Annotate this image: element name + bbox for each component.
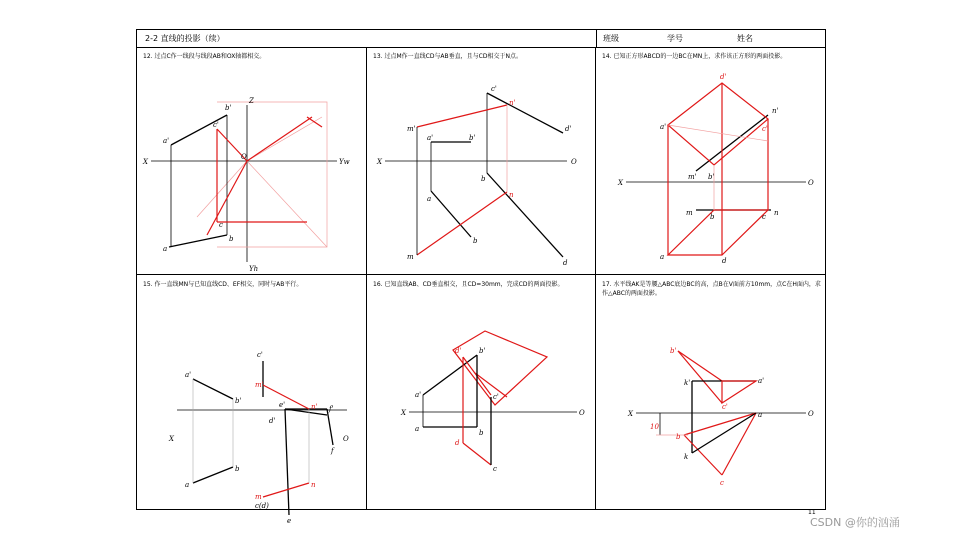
class-label: 班级 [603, 34, 619, 43]
p16-label-d: d [455, 439, 460, 447]
projection-line [327, 409, 333, 445]
watermark: CSDN @你的汹涌 [810, 516, 900, 529]
p12-label-o: O [241, 153, 247, 161]
problem-12-drawing [137, 47, 367, 275]
problem-17-drawing [596, 275, 825, 509]
problem-13-text: 13. 过点M作一直线CD与AB垂直，且与CD相交于N点。 [373, 53, 522, 60]
p14-label-c: c [762, 213, 766, 221]
problem-12-text: 12. 过点C作一线段与线段AB和OX轴都相交。 [143, 53, 266, 60]
p17-triangle-front [722, 381, 756, 403]
p16-label-c: c [493, 465, 497, 473]
p15-label-n: n [311, 481, 316, 489]
p13-label-m1: m' [407, 125, 416, 133]
p17-label-a1: a' [758, 377, 765, 385]
problem-14-text: 14. 已知正方形ABCD的一边BC在MN上，求作该正方形的两面投影。 [602, 53, 787, 60]
problem-16-text: 16. 已知直线AB、CD垂直相交，且CD=30mm，完成CD的两面投影。 [373, 281, 564, 288]
problem-16-drawing [367, 275, 596, 509]
p17-label-b1: b' [670, 347, 677, 355]
p17-label-a: a [758, 411, 763, 419]
p14-label-a1: a' [660, 123, 667, 131]
p14-label-b: b [710, 213, 715, 221]
p14-label-a: a [660, 253, 665, 261]
p15-label-e: e [287, 517, 292, 525]
p16-label-o: O [579, 409, 585, 417]
p12-label-a1: a' [163, 137, 170, 145]
p15-label-b1: b' [235, 397, 242, 405]
p14-label-d: d [722, 257, 727, 265]
p13-label-a1: a' [427, 134, 434, 142]
p16-label-a1: a' [415, 391, 422, 399]
p14-line-m1n1 [696, 115, 768, 171]
p13-label-n: n [509, 191, 514, 199]
p14-square-front [668, 83, 768, 165]
p15-label-a1: a' [185, 371, 192, 379]
p13-label-b: b [473, 237, 478, 245]
p12-label-yh: Yh [249, 265, 259, 273]
p16-construction-plane [453, 331, 547, 405]
p17-label-c: c [720, 479, 724, 487]
p13-label-b-top: b [481, 175, 486, 183]
problem-17-cell [596, 275, 825, 509]
problem-15-cell [137, 275, 367, 525]
p14-label-d1: d' [720, 73, 727, 81]
projection-line [285, 409, 289, 515]
projection-line [684, 435, 722, 475]
p15-label-m: m [255, 493, 262, 501]
p13-label-d1: d' [565, 125, 572, 133]
p15-line-ab [193, 467, 233, 483]
p13-label-m: m [407, 253, 414, 261]
p13-label-o: O [571, 158, 577, 166]
problem-17-text: 17. 水平线AK是等腰△ABC底边BC的高，点B在V面前方10mm，点C在H面内，求作△ABC的两面投影。 [602, 281, 821, 297]
p14-label-n1: n' [772, 107, 779, 115]
p17-label-o: O [808, 410, 814, 418]
student-id-label: 学号 [667, 34, 683, 43]
p12-label-z: Z [249, 97, 254, 105]
p12-label-yw: Yw [339, 158, 350, 166]
p17-label-dim: 10 [650, 423, 659, 431]
p17-label-k: k [684, 453, 689, 461]
p16-label-a: a [415, 425, 420, 433]
p15-label-b: b [235, 465, 240, 473]
p12-label-b: b [229, 235, 234, 243]
projection-line [247, 161, 327, 247]
header-divider [596, 30, 597, 47]
p13-label-x: X [377, 158, 382, 166]
p14-label-o: O [808, 179, 814, 187]
p17-label-c1: c' [722, 403, 728, 411]
p16-label-b1: b' [479, 347, 486, 355]
p16-label-d1: d' [455, 347, 462, 355]
p15-solution-mn1 [263, 385, 309, 409]
p14-label-m1: m' [688, 173, 697, 181]
p15-label-c1: c' [257, 351, 263, 359]
p12-label-b1: b' [225, 104, 232, 112]
p14-square-top [668, 210, 768, 255]
p13-label-b1: b' [469, 134, 476, 142]
p15-label-x: X [169, 435, 174, 443]
projection-line [197, 161, 247, 217]
p13-solution-mn1 [417, 105, 507, 127]
p14-label-n: n [774, 209, 779, 217]
p16-label-c1: c' [493, 393, 499, 401]
p14-label-x: X [618, 179, 623, 187]
p12-line-ab [169, 235, 227, 247]
p15-label-f: f [331, 447, 334, 455]
p15-label-m1: m' [255, 381, 264, 389]
problem-16-cell [367, 275, 596, 509]
p13-line-cd [487, 173, 563, 257]
p14-label-c1: c' [762, 125, 768, 133]
p15-label-o: O [343, 435, 349, 443]
p15-line-a1b1 [193, 379, 233, 399]
p13-label-c1: c' [491, 85, 497, 93]
problem-13-cell [367, 47, 596, 275]
problem-14-cell [596, 47, 825, 275]
p15-label-e1: e' [279, 401, 286, 409]
p13-line-ab [431, 191, 471, 237]
p17-label-x: X [628, 410, 633, 418]
p15-label-d1: d' [269, 417, 276, 425]
p16-solution-cd [463, 443, 491, 465]
projection-line [247, 117, 312, 161]
p12-label-a: a [163, 245, 168, 253]
p14-label-b1: b' [708, 173, 715, 181]
p16-line-a1b1 [423, 355, 477, 395]
p12-label-c: c [219, 221, 223, 229]
p13-label-n1: n' [509, 99, 516, 107]
projection-line [692, 413, 756, 453]
p15-label-cd: c(d) [255, 502, 269, 510]
p14-label-m: m [686, 209, 693, 217]
p13-label-d: d [563, 259, 568, 267]
name-label: 姓名 [737, 34, 753, 43]
p13-label-a: a [427, 195, 432, 203]
problem-14-drawing [596, 47, 825, 275]
projection-line [247, 117, 322, 161]
p13-line-c1d1 [487, 93, 563, 133]
p12-label-c1: c' [213, 121, 219, 129]
p15-label-n1: n' [311, 403, 318, 411]
problem-15-text: 15. 作一直线MN与已知直线CD、EF相交，同时与AB平行。 [143, 281, 303, 288]
p16-label-b: b [479, 429, 484, 437]
problem-13-drawing [367, 47, 596, 275]
p15-solution-mn [263, 483, 309, 497]
sheet-header [137, 30, 825, 48]
p15-label-a: a [185, 481, 190, 489]
p17-label-b: b [676, 433, 681, 441]
p15-label-f1: f' [329, 405, 334, 413]
p12-label-x: X [143, 158, 148, 166]
problem-12-cell [137, 47, 367, 275]
section-title: 2-2 直线的投影（续） [145, 34, 225, 43]
p17-label-k1: k' [684, 379, 691, 387]
p16-label-x: X [401, 409, 406, 417]
page-number: 11 [808, 509, 816, 516]
problem-15-drawing [137, 275, 367, 525]
